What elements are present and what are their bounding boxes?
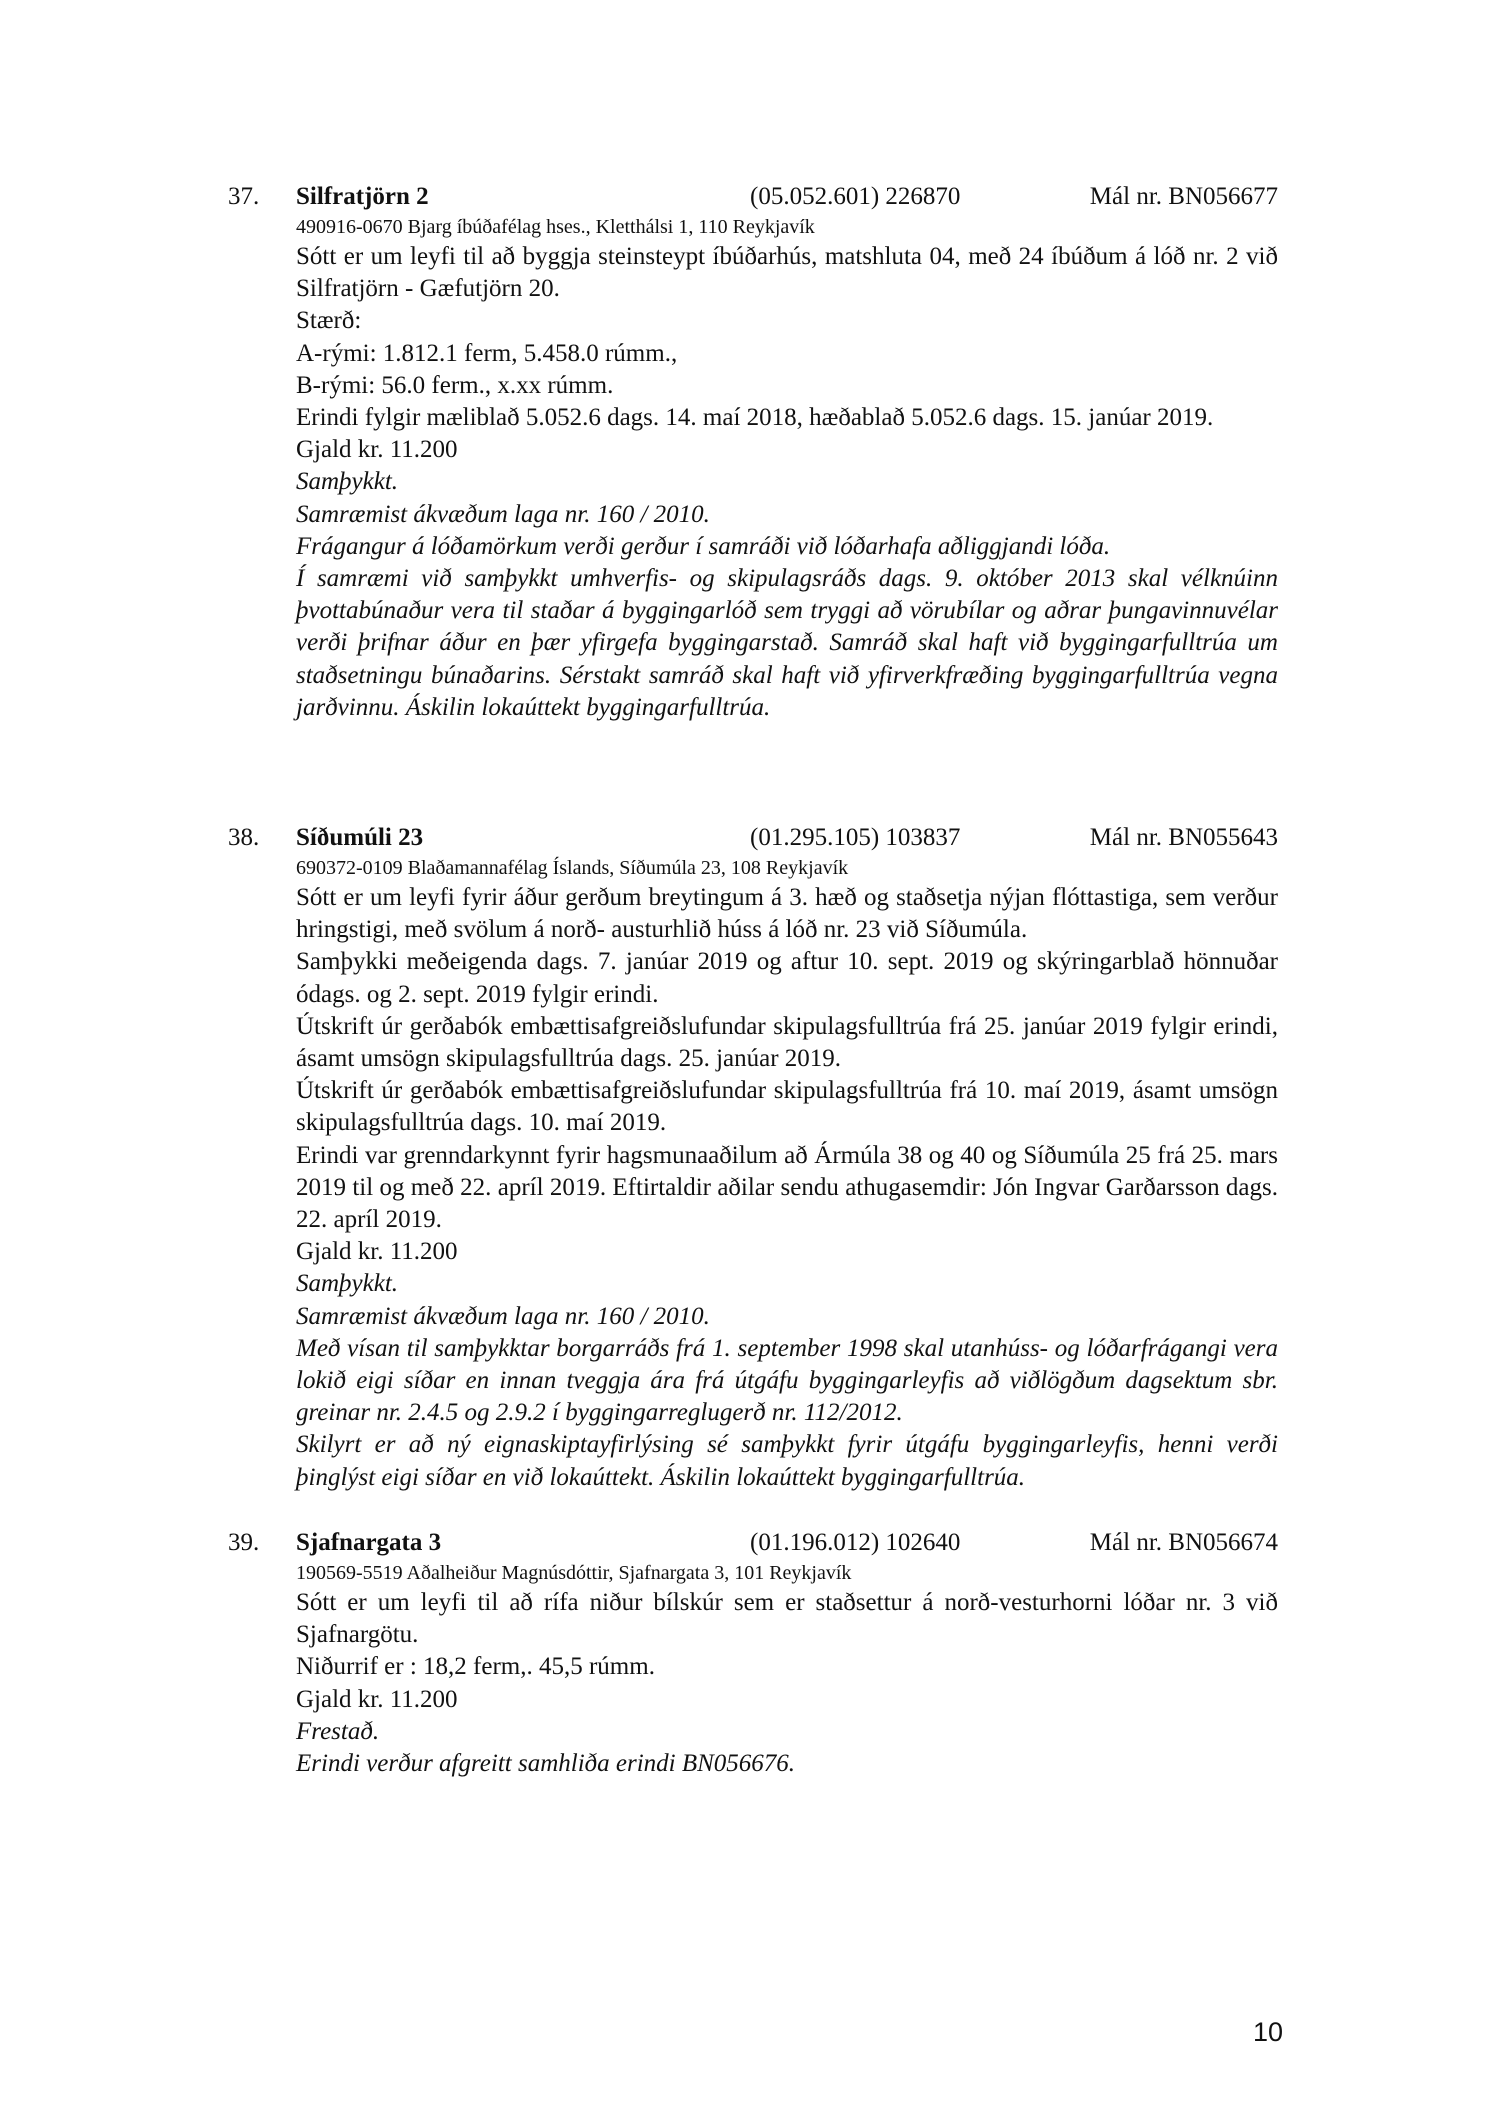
entry-paragraph: Gjald kr. 11.200: [296, 1685, 458, 1713]
entry-header: [228, 181, 1278, 213]
entry-paragraph: Sótt er um leyfi til að byggja steinsteypt íbúðarhús, matshluta 04, með 24 íbúðum á lóð nr. 2 við Silfratjörn - Gæfutjörn 20.: [296, 243, 1278, 303]
entry-address: Sjafnargata 3: [296, 1529, 442, 1556]
entry-paragraph: Útskrift úr gerðabók embættisafgreiðslufundar skipulagsfulltrúa frá 25. janúar 2019 fylgir erindi, ásamt umsögn skipulagsfulltrúa dags. 25. janúar 2019.: [296, 1012, 1278, 1073]
entry-land-code: (01.295.105) 103837: [750, 824, 961, 851]
entry-address: Síðumúli 23: [296, 824, 424, 851]
entry-paragraph: Niðurrif er : 18,2 ferm,. 45,5 rúmm.: [296, 1653, 655, 1681]
entry-paragraph: Samræmist ákvæðum laga nr. 160 / 2010.: [296, 500, 710, 528]
entry-body: [296, 854, 1278, 1494]
entry-decision: Samþykkt.: [296, 1270, 399, 1298]
entry-paragraph: Í samræmi við samþykkt umhverfis- og skipulagsráðs dags. 9. október 2013 skal vélknúinn þvottabúnaður vera til staðar á byggingarlóð sem tryggi að vörubílar og aðrar þungavinnuvélar verði þrifnar áður en þær yfirgefa byggingarstað. Samráð skal haft við byggingarfulltrúa um staðsetningu búnaðarins. Sérstakt samráð skal haft við yfirverkfræðing byggingarfulltrúa vegna jarðvinnu. Áskilin lokaúttekt byggingarfulltrúa.: [296, 565, 1278, 721]
entry-paragraph: Sótt er um leyfi til að rífa niður bílskúr sem er staðsettur á norð-vesturhorni lóðar nr. 3 við Sjafnargötu.: [296, 1589, 1278, 1649]
entry-applicant: 690372-0109 Blaðamannafélag Íslands, Síðumúla 23, 108 Reykjavík: [296, 857, 849, 879]
entry-number: 39.: [228, 1529, 260, 1556]
entry-paragraph: Útskrift úr gerðabók embættisafgreiðslufundar skipulagsfulltrúa frá 10. maí 2019, ásamt umsögn skipulagsfulltrúa dags. 10. maí 2019.: [296, 1077, 1278, 1137]
entry-header: [228, 822, 1278, 854]
entry-paragraph: Erindi var grenndarkynnt fyrir hagsmunaaðilum að Ármúla 38 og 40 og Síðumúla 25 frá 25. mars 2019 til og með 22. apríl 2019. Eftirtaldir aðilar sendu athugasemdir: Jón Ingvar Garðarsson dags. 22. apríl 2019.: [296, 1141, 1278, 1234]
entry-case-number: Mál nr. BN056677: [1089, 183, 1278, 210]
entry-paragraph: Skilyrt er að ný eignaskiptayfirlýsing sé samþykkt fyrir útgáfu byggingarleyfis, henni verði þinglýst eigi síðar en við lokaúttekt. Áskilin lokaúttekt byggingarfulltrúa.: [296, 1431, 1278, 1491]
entry-applicant: 190569-5519 Aðalheiður Magnúsdóttir, Sjafnargata 3, 101 Reykjavík: [296, 1562, 852, 1584]
entry-paragraph: Erindi fylgir mæliblað 5.052.6 dags. 14. maí 2018, hæðablað 5.052.6 dags. 15. janúar 2019.: [296, 404, 1214, 432]
entry-paragraph: B-rými: 56.0 ferm., x.xx rúmm.: [296, 371, 614, 399]
entry-applicant: 490916-0670 Bjarg íbúðafélag hses., Kletthálsi 1, 110 Reykjavík: [296, 216, 815, 238]
entry-paragraph: Gjald kr. 11.200: [296, 436, 458, 464]
page-number: 10: [1253, 2017, 1284, 2047]
case-entry: [228, 181, 1278, 724]
case-entry: [228, 1527, 1278, 1780]
entry-decision: Frestað.: [296, 1717, 380, 1745]
entry-case-number: Mál nr. BN055643: [1089, 824, 1278, 851]
entry-paragraph: Samþykki meðeigenda dags. 7. janúar 2019 og aftur 10. sept. 2019 og skýringarblað hönnuðar ódags. og 2. sept. 2019 fylgir erindi.: [296, 948, 1278, 1008]
entry-address: Silfratjörn 2: [296, 183, 429, 210]
entry-paragraph: Með vísan til samþykktar borgarráðs frá 1. september 1998 skal utanhúss- og lóðarfrágangi vera lokið eigi síðar en innan tveggja ára frá útgáfu byggingarleyfis að viðlögðum dagsektum sbr. greinar nr. 2.4.5 og 2.9.2 í byggingarreglugerð nr. 112/2012.: [296, 1334, 1278, 1427]
entry-paragraph: Erindi verður afgreitt samhliða erindi BN056676.: [296, 1750, 796, 1778]
entry-paragraph: A-rými: 1.812.1 ferm, 5.458.0 rúmm.,: [296, 339, 678, 367]
entry-paragraph: Sótt er um leyfi fyrir áður gerðum breytingum á 3. hæð og staðsetja nýjan flóttastiga, sem verður hringstigi, með svölum á norð- austurhlið húss á lóð nr. 23 við Síðumúla.: [296, 884, 1278, 944]
case-entry: [228, 822, 1278, 1494]
entry-land-code: (01.196.012) 102640: [750, 1529, 961, 1556]
entry-number: 37.: [228, 183, 260, 210]
entry-paragraph: Frágangur á lóðamörkum verði gerður í samráði við lóðarhafa aðliggjandi lóða.: [296, 532, 1111, 560]
entry-paragraph: Samræmist ákvæðum laga nr. 160 / 2010.: [296, 1302, 710, 1330]
entry-paragraph: Stærð:: [296, 307, 362, 335]
entry-header: [228, 1527, 1278, 1559]
entry-decision: Samþykkt.: [296, 468, 399, 496]
entry-case-number: Mál nr. BN056674: [1089, 1529, 1278, 1556]
entry-body: [296, 1559, 1278, 1780]
entry-body: [296, 213, 1278, 724]
entry-number: 38.: [228, 824, 260, 851]
entry-land-code: (05.052.601) 226870: [750, 183, 961, 210]
entry-paragraph: Gjald kr. 11.200: [296, 1238, 458, 1266]
